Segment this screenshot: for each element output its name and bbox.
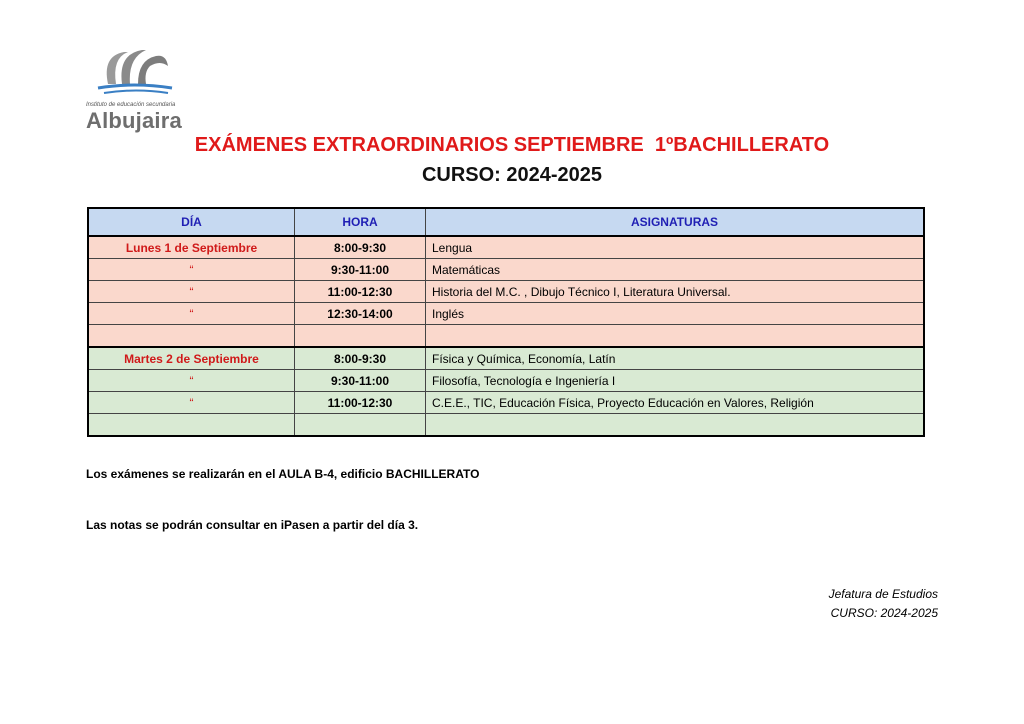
header-day: DÍA [88,208,295,236]
table-row [88,281,924,303]
cell-subjects: Física y Química, Economía, Latín [426,347,925,370]
school-logo [86,44,190,133]
table-row-empty [88,325,924,348]
cell-time: 11:00-12:30 [295,281,426,303]
cell-subjects: Matemáticas [426,259,925,281]
table-row [88,303,924,325]
albujaira-logo-icon [94,44,174,100]
cell-subjects: Lengua [426,236,925,259]
table-row-empty [88,414,924,437]
cell-day: Martes 2 de Septiembre [88,347,295,370]
cell-day: “ [88,392,295,414]
cell-time: 9:30-11:00 [295,259,426,281]
cell-day: “ [88,303,295,325]
grades-note: Las notas se podrán consultar en iPasen a partir del día 3. [86,518,419,532]
cell-day: “ [88,370,295,392]
table-row [88,392,924,414]
logo-name: Albujaira [86,108,182,133]
cell-time: 8:00-9:30 [295,347,426,370]
table-row [88,370,924,392]
cell-subjects: Filosofía, Tecnología e Ingeniería I [426,370,925,392]
table-row [88,347,924,370]
table-row [88,259,924,281]
exam-schedule-table [87,207,925,437]
table-header-row [88,208,924,236]
cell-day: Lunes 1 de Septiembre [88,236,295,259]
cell-time: 9:30-11:00 [295,370,426,392]
cell-subjects: C.E.E., TIC, Educación Física, Proyecto Educación en Valores, Religión [426,392,925,414]
location-note: Los exámenes se realizarán en el AULA B-4, edificio BACHILLERATO [86,467,480,481]
cell-day [88,414,295,437]
cell-subjects [426,414,925,437]
signature-line2: CURSO: 2024-2025 [830,606,938,620]
cell-day: “ [88,281,295,303]
header-time: HORA [295,208,426,236]
page-subtitle: CURSO: 2024-2025 [421,164,603,186]
cell-day: “ [88,259,295,281]
page-title: EXÁMENES EXTRAORDINARIOS SEPTIEMBRE 1ºBACHILLERATO [194,134,830,156]
cell-subjects: Inglés [426,303,925,325]
cell-subjects [426,325,925,348]
cell-day [88,325,295,348]
signature-line1: Jefatura de Estudios [828,587,938,601]
cell-time [295,325,426,348]
logo-subtitle: Instituto de educación secundaria [86,102,176,108]
cell-time [295,414,426,437]
cell-time: 8:00-9:30 [295,236,426,259]
table-row [88,236,924,259]
header-subjects: ASIGNATURAS [426,208,925,236]
cell-subjects: Historia del M.C. , Dibujo Técnico I, Literatura Universal. [426,281,925,303]
cell-time: 11:00-12:30 [295,392,426,414]
cell-time: 12:30-14:00 [295,303,426,325]
